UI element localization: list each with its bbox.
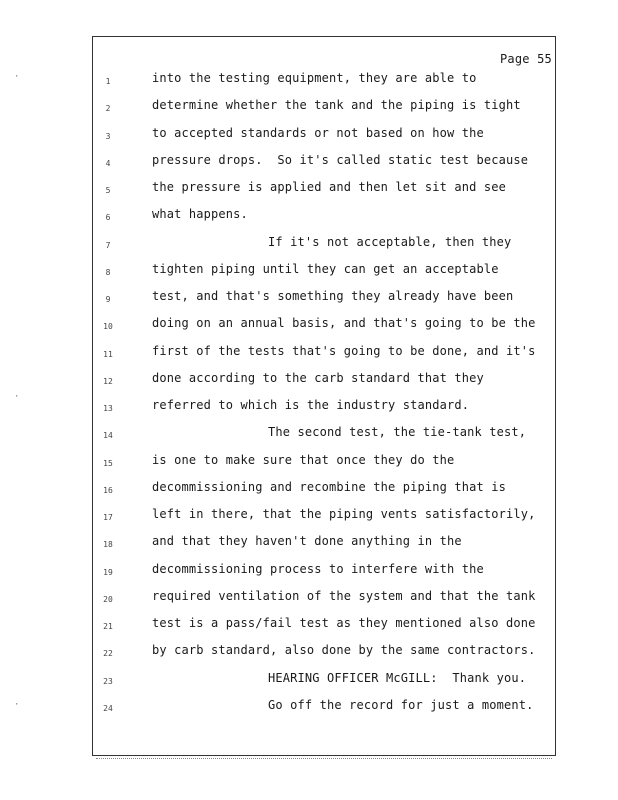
line-number: 19 — [103, 567, 113, 577]
line-number: 24 — [103, 703, 113, 713]
line-text: to accepted standards or not based on how the — [152, 125, 484, 140]
line-text: the pressure is applied and then let sit and see — [152, 180, 506, 194]
bottom-scan-artifact — [96, 752, 552, 759]
line-number: 4 — [105, 158, 111, 168]
line-number: 15 — [103, 458, 113, 468]
line-text: tighten piping until they can get an acceptable — [152, 261, 499, 276]
transcript-line — [0, 589, 618, 609]
line-text: determine whether the tank and the piping is tight — [152, 98, 521, 113]
line-number: 1 — [105, 77, 111, 86]
line-text: and that they haven't done anything in the — [152, 534, 462, 549]
line-number: 12 — [103, 376, 113, 386]
line-text: first of the tests that's going to be done, and it's — [152, 343, 536, 358]
line-number: 17 — [103, 513, 113, 522]
line-number: 16 — [103, 485, 113, 495]
transcript-line — [0, 562, 618, 582]
transcript-line — [0, 262, 618, 282]
transcript-line — [0, 671, 618, 691]
line-text: decommissioning process to interfere with the — [152, 561, 484, 576]
line-text: doing on an annual basis, and that's going to be the — [152, 316, 536, 331]
line-number: 7 — [105, 240, 111, 250]
line-number: 14 — [103, 431, 113, 441]
line-number: 21 — [103, 622, 113, 631]
line-number: 22 — [103, 649, 113, 659]
transcript-line — [0, 126, 618, 146]
line-number: 5 — [105, 186, 111, 195]
line-text: test is a pass/fail test as they mentioned also done — [152, 616, 536, 630]
line-text: by carb standard, also done by the same contractors. — [152, 643, 536, 658]
line-number: 2 — [105, 104, 111, 114]
transcript-line — [0, 507, 618, 527]
line-number: 18 — [103, 540, 113, 550]
margin-mark: · — [14, 392, 20, 402]
transcript-line — [0, 180, 618, 200]
transcript-line — [0, 98, 618, 118]
line-text: test, and that's something they already have been — [152, 289, 514, 303]
line-number: 11 — [103, 349, 113, 359]
line-number: 20 — [103, 594, 113, 604]
line-text: Go off the record for just a moment. — [268, 697, 534, 712]
line-number: 3 — [105, 131, 111, 141]
transcript-line — [0, 289, 618, 309]
transcript-line — [0, 534, 618, 554]
transcript-line — [0, 71, 618, 91]
line-number: 23 — [103, 676, 113, 686]
line-text: required ventilation of the system and that the tank — [152, 588, 536, 603]
transcript-line — [0, 425, 618, 445]
line-text: is one to make sure that once they do the — [152, 452, 455, 467]
line-number: 6 — [105, 213, 111, 223]
transcript-line — [0, 153, 618, 173]
margin-mark: · — [14, 72, 20, 82]
transcript-line — [0, 453, 618, 473]
line-text: HEARING OFFICER McGILL: Thank you. — [268, 670, 527, 685]
line-text: into the testing equipment, they are able to — [152, 71, 477, 85]
line-number: 10 — [103, 322, 113, 332]
line-text: done according to the carb standard that they — [152, 370, 484, 385]
page-number: Page 55 — [500, 52, 552, 66]
line-number: 8 — [105, 267, 111, 277]
margin-mark: · — [14, 700, 20, 710]
transcript-line — [0, 344, 618, 364]
transcript-line — [0, 207, 618, 227]
line-text: referred to which is the industry standard. — [152, 398, 470, 412]
line-text: pressure drops. So it's called static test because — [152, 152, 529, 167]
line-text: If it's not acceptable, then they — [268, 234, 512, 249]
line-number: 13 — [103, 404, 113, 413]
transcript-line — [0, 480, 618, 500]
line-number: 9 — [105, 295, 111, 304]
transcript-line — [0, 398, 618, 418]
line-text: decommissioning and recombine the piping that is — [152, 479, 506, 494]
line-text: The second test, the tie-tank test, — [268, 425, 527, 440]
transcript-line — [0, 616, 618, 636]
transcript-line — [0, 643, 618, 663]
transcript-line — [0, 235, 618, 255]
line-text: what happens. — [152, 207, 248, 222]
transcript-line — [0, 698, 618, 718]
line-text: left in there, that the piping vents satisfactorily, — [152, 507, 536, 521]
transcript-line — [0, 316, 618, 336]
transcript-line — [0, 371, 618, 391]
